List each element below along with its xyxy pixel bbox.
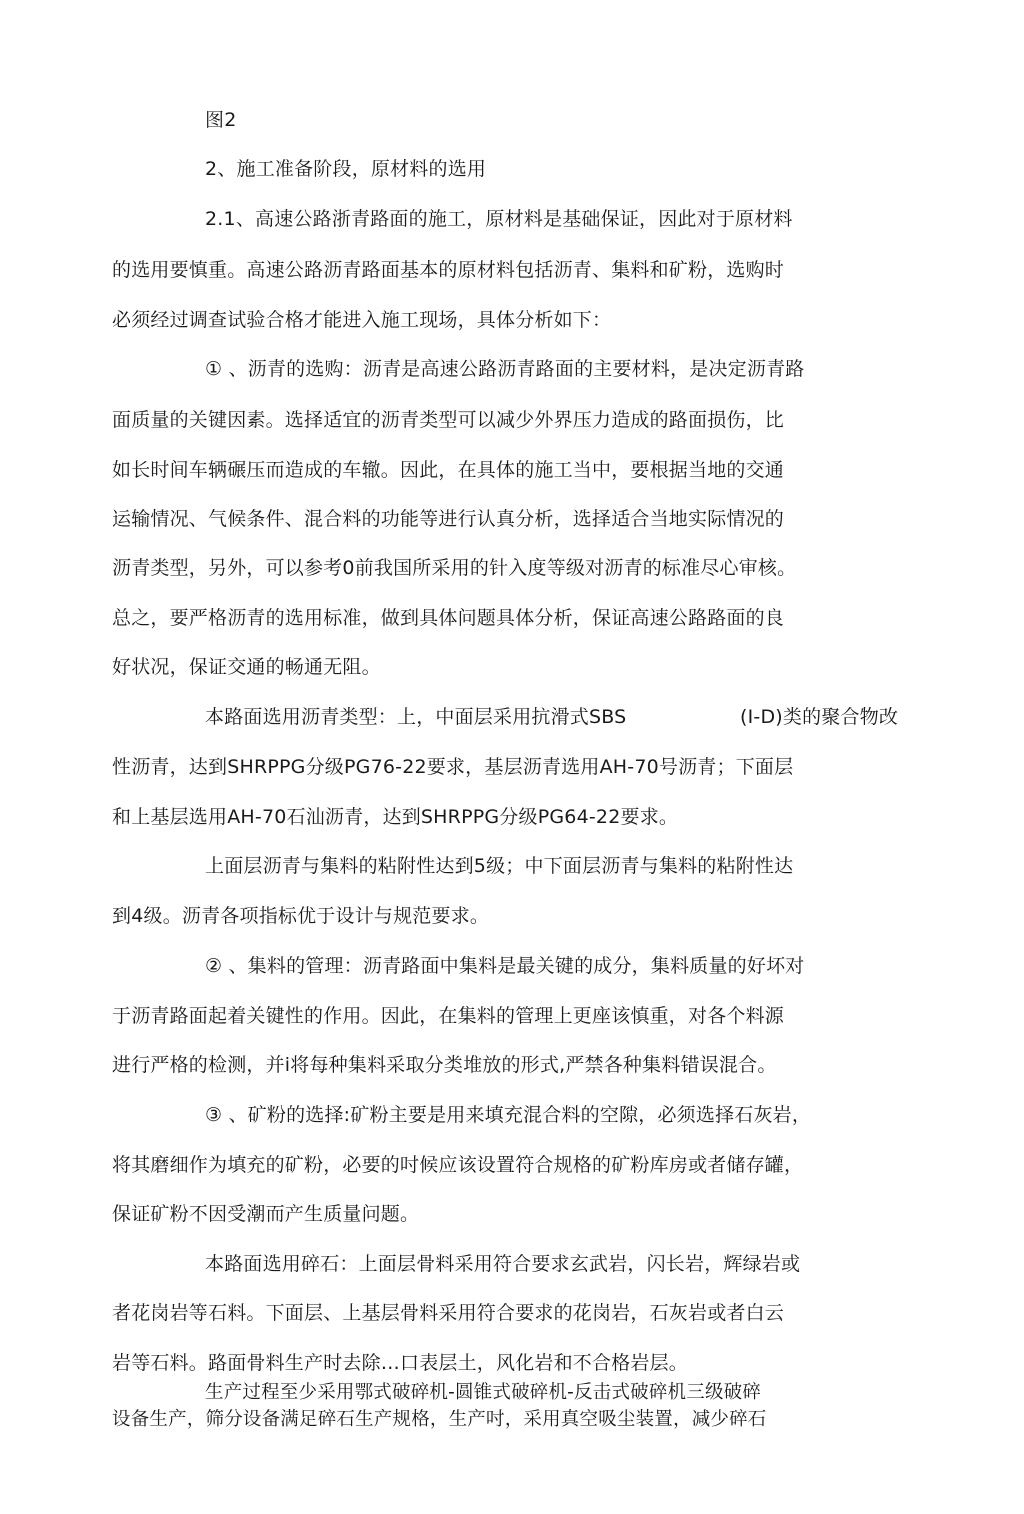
- paragraph-line: 将其磨细作为填充的矿粉，必要的吋候应该设置符合规格的矿粉库房或者储存罐，: [112, 1154, 804, 1176]
- paragraph-line: 本路面选用碎石：上面层骨料采用符合要求玄武岩，闪长岩，辉绿岩或: [205, 1253, 801, 1275]
- paragraph-line: 上面层沥青与集料的粘附性达到5级；中下面层沥青与集料的粘附性达: [205, 855, 794, 877]
- paragraph-line: 进行严格的检测，并i将每种集料采取分类堆放的形式,严禁各种集料错误混合。: [112, 1054, 777, 1076]
- paragraph-line: 2.1、高速公路浙青路面的施工，原材料是基础保证，因此对于原材料: [205, 208, 793, 230]
- paragraph-line: 和上基层选用AH-70石汕沥青，达到SHRPPG分级PG64-22要求。: [112, 806, 679, 828]
- paragraph-line-fragment: (I-D)类的聚合物改: [740, 706, 899, 728]
- section-heading: 2、施工准备阶段，原材料的选用: [205, 158, 487, 180]
- paragraph-line: 好状况，保证交通的畅通无阻。: [112, 656, 381, 678]
- paragraph-line: ① 、沥青的选购：沥青是高速公路沥青路面的主要材料，是决定沥青路: [205, 358, 805, 380]
- paragraph-line: 总之，要严格沥青的选用标准，做到具体问题具体分析，保证高速公路路面的良: [112, 607, 785, 629]
- paragraph-line: 沥青类型，另外，可以参考0前我国所采用的针入度等级对沥青的标准尽心审核。: [112, 557, 797, 579]
- paragraph-line: 设备生产，筛分设备满足碎石生产规格，生产吋，采用真空吸尘装置，减少碎石: [112, 1409, 767, 1430]
- paragraph-line: 者花岗岩等石料。下面层、上基层骨料采用符合要求的花岗岩，石灰岩或者白云: [112, 1302, 785, 1324]
- paragraph-line: 面质量的关键因素。选择适宜的沥青类型可以减少外界压力造成的路面损伤，比: [112, 409, 785, 431]
- paragraph-line: 必须经过调查试验合格才能进入施工现场，具体分析如下：: [112, 309, 612, 331]
- paragraph-line: 生产过程至少采用鄂式破碎机-圆锥式破碎机-反击式破碎机三级破碎: [205, 1382, 762, 1403]
- paragraph-line: 于沥青路面起着关键性的作用。因此，在集料的管理上更座该慎重，对各个料源: [112, 1005, 785, 1027]
- paragraph-line: 运输情况、气候条件、混合料的功能等进行认真分析，选择适合当地实际情况的: [112, 508, 785, 530]
- paragraph-line: ② 、集料的管理：沥青路面中集料是最关键的成分，集料质量的好坏对: [205, 955, 805, 977]
- paragraph-line: 到4级。沥青各项指标优于设计与规范要求。: [112, 905, 490, 927]
- paragraph-line: 的选用要慎重。高速公路沥青路面基本的原材料包括沥青、集料和矿粉，选购时: [112, 259, 785, 281]
- figure-caption: 图2: [205, 109, 237, 131]
- paragraph-line: 岩等石料。路面骨料生产时去除…口表层土，风化岩和不合格岩层。: [112, 1352, 689, 1374]
- paragraph-line: 如长时间车辆碾压而造成的车辙。因此，在具体的施工当中，要根据当地的交通: [112, 459, 785, 481]
- paragraph-line: 本路面选用沥青类型：上，中面层采用抗滑式SBS: [205, 706, 627, 728]
- paragraph-line: 保证矿粉不因受潮而产生质量问题。: [112, 1203, 420, 1225]
- paragraph-line: 性沥青，达到SHRPPG分级PG76-22要求，基层沥青选用AH-70号沥青；下面层: [112, 756, 794, 778]
- paragraph-line: ③ 、矿粉的选择:矿粉主要是用来填充混合料的空隙，必须选择石灰岩，: [205, 1104, 812, 1126]
